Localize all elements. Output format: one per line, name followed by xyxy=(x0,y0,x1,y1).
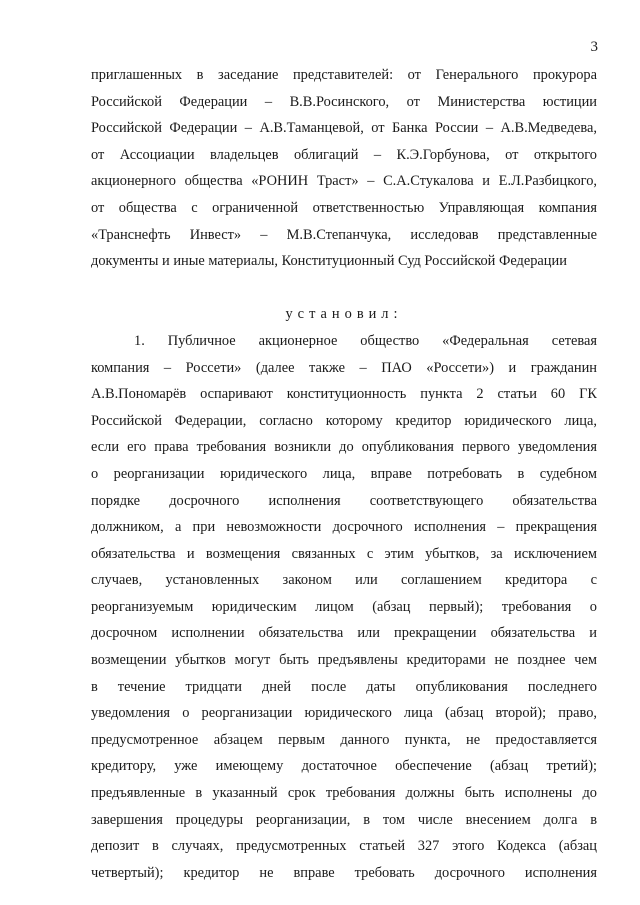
text-line: обязательства и возмещения связанных с этим убытков, за исключением xyxy=(91,545,597,562)
text-line: досрочном исполнении обязательства или прекращении обязательства и xyxy=(91,625,597,642)
text-line: от общества с ограниченной ответственностью Управляющая компания xyxy=(91,199,597,216)
text-line: документы и иные материалы, Конституционный Суд Российской Федерации xyxy=(91,253,567,270)
spacer xyxy=(91,275,597,302)
text-line: если его права требования возникли до опубликования первого уведомления xyxy=(91,439,597,456)
text-line: Российской Федерации – В.В.Росинского, от Министерства юстиции xyxy=(91,93,597,110)
text-line: от Ассоциации владельцев облигаций – К.Э.Горбунова, от открытого xyxy=(91,146,597,163)
text-line: реорганизуемым юридическим лицом (абзац первый); требования о xyxy=(91,598,597,615)
text-line: предъявленные в указанный срок требования должны быть исполнены до xyxy=(91,785,597,802)
text-line: 1. Публичное акционерное общество «Федеральная сетевая xyxy=(134,332,597,349)
text-line: порядке досрочного исполнения соответствующего обязательства xyxy=(91,492,597,509)
text-line: о реорганизации юридического лица, вправе потребовать в судебном xyxy=(91,465,597,482)
section-heading: установил: xyxy=(285,306,403,323)
paragraph-intro xyxy=(91,62,597,275)
text-line: четвертый); кредитор не вправе требовать досрочного исполнения xyxy=(91,864,597,881)
text-line: уведомления о реорганизации юридического лица (абзац второй); право, xyxy=(91,705,597,722)
page-number: 3 xyxy=(590,39,598,55)
text-line: депозит в случаях, предусмотренных статьей 327 этого Кодекса (абзац xyxy=(91,838,597,855)
text-line: завершения процедуры реорганизации, в том числе внесением долга в xyxy=(91,811,597,828)
document-body xyxy=(91,62,597,886)
text-line: акционерного общества «РОНИН Траст» – С.А.Стукалова и Е.Л.Разбицкого, xyxy=(91,173,597,190)
text-line: предусмотренное абзацем первым данного пункта, не предоставляется xyxy=(91,731,597,748)
text-line: компания – Россети» (далее также – ПАО «Россети») и гражданин xyxy=(91,359,597,376)
text-line: приглашенных в заседание представителей: от Генерального прокурора xyxy=(91,67,597,83)
text-line: должником, а при невозможности досрочного исполнения – прекращения xyxy=(91,519,597,536)
paragraph-1 xyxy=(91,328,597,886)
text-line: А.В.Пономарёв оспаривают конституционность пункта 2 статьи 60 ГК xyxy=(91,386,597,403)
text-line: в течение тридцати дней после даты опубликования последнего xyxy=(91,678,597,695)
text-line: кредитору, уже имеющему достаточное обеспечение (абзац третий); xyxy=(91,758,597,775)
text-line: Российской Федерации, согласно которому кредитор юридического лица, xyxy=(91,412,597,429)
text-line: случаев, установленных законом или соглашением кредитора с xyxy=(91,572,597,589)
text-line: возмещении убытков могут быть предъявлены кредиторами не позднее чем xyxy=(91,652,597,669)
text-line: Российской Федерации – А.В.Таманцевой, от Банка России – А.В.Медведева, xyxy=(91,120,597,137)
text-line: «Транснефть Инвест» – М.В.Степанчука, исследовав представленные xyxy=(91,226,597,243)
